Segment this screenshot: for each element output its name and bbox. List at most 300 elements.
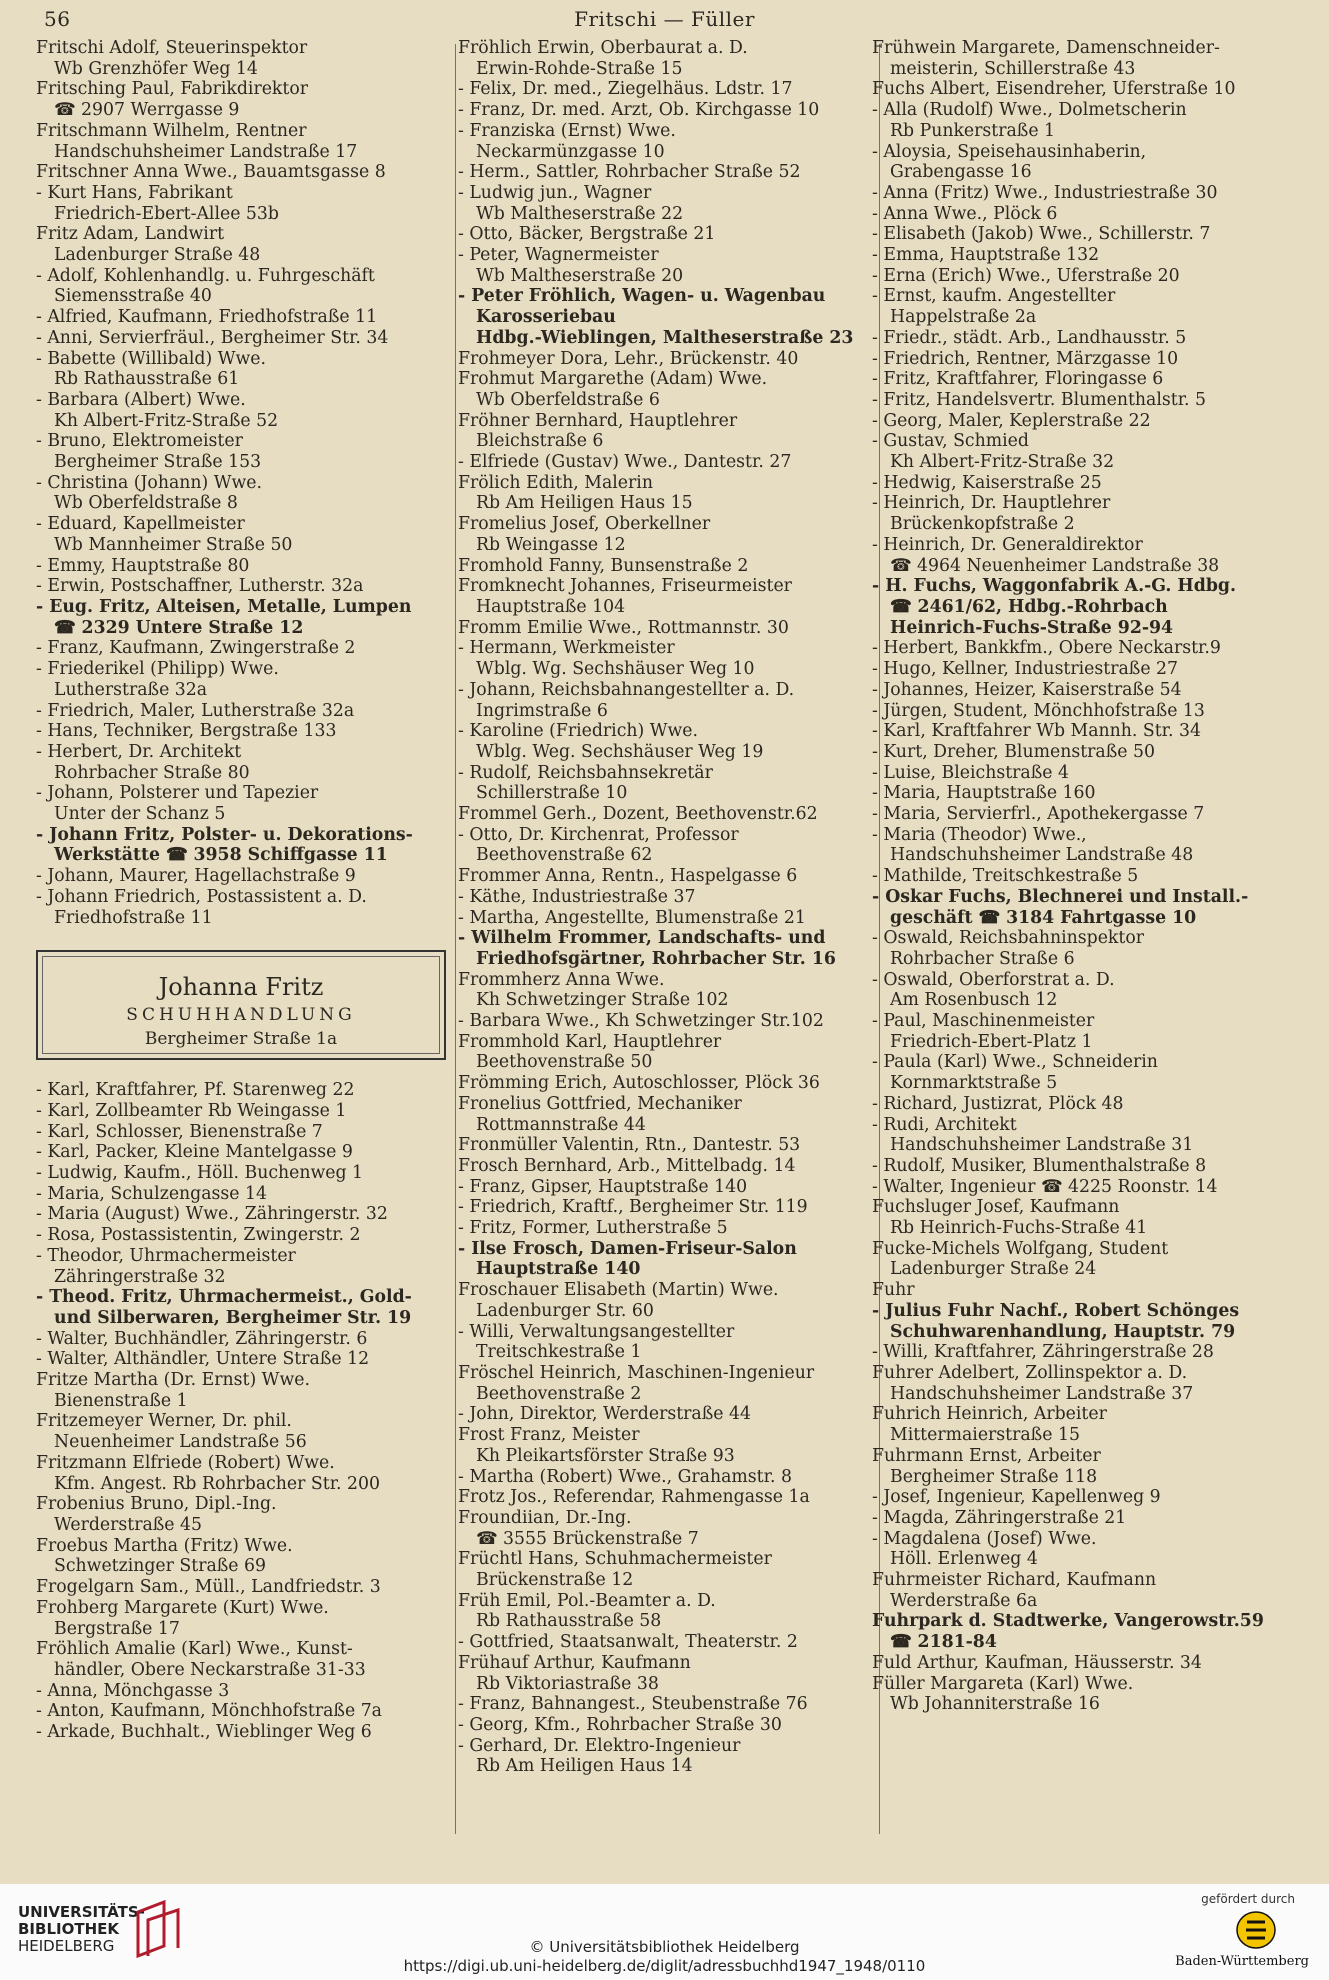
entry-name-line: - Adolf, Kohlenhandlg. u. Fuhrgeschäft [36,265,375,286]
entry-name-line: Frotz Jos., Referendar, Rahmengasse 1a [458,1487,810,1508]
entry-name-line: - Herbert, Bankkfm., Obere Neckarstr.9 [872,638,1221,659]
directory-entry [36,1681,446,1702]
entry-address-line: Zähringerstraße 32 [54,1266,226,1287]
entry-name-line: - Theodor, Uhrmachermeister [36,1245,296,1266]
directory-entry [458,1073,871,1094]
directory-entry [872,1446,1292,1487]
entry-name-line: - Heinrich, Dr. Generaldirektor [872,534,1143,555]
directory-entry [36,1225,446,1246]
entry-address-line: Bleichstraße 6 [476,431,604,452]
directory-entry [872,1052,1292,1093]
directory-entry [872,1653,1292,1674]
entry-name-line: - Rosa, Postassistentin, Zwingerstr. 2 [36,1225,361,1246]
entry-address-line: Grabengasse 16 [890,162,1032,183]
directory-entry-advert [872,1611,1292,1652]
directory-entry [36,1349,446,1370]
entry-address-line: Treitschkestraße 1 [476,1342,642,1363]
directory-entry [872,721,1292,742]
entry-name-line: - Felix, Dr. med., Ziegelhäus. Ldstr. 17 [458,79,793,100]
entry-name-line: - Georg, Kfm., Rohrbacher Straße 30 [458,1714,782,1735]
directory-entry [36,1639,446,1680]
entry-name-line: - Johann, Maurer, Hagellachstraße 9 [36,866,356,887]
directory-entry [872,473,1292,494]
entry-address-line: Rb Rathausstraße 58 [476,1611,662,1632]
entry-name-line: - Aloysia, Speisehausinhaberin, [872,141,1147,162]
entry-name-line: - Oswald, Oberforstrat a. D. [872,969,1115,990]
library-name-line: UNIVERSITÄTS- [18,1903,145,1921]
entry-name-line: - Paula (Karl) Wwe., Schneiderin [872,1052,1158,1073]
entry-address-line: ☎ 2461/62, Hdbg.-Rohrbach [890,596,1168,617]
entry-address-line: ☎ 2907 Werrgasse 9 [54,100,240,121]
entry-address-line: Siemensstraße 40 [54,286,212,307]
entry-name-line: Frommer Anna, Rentn., Haspelgasse 6 [458,866,798,887]
funder-name: Baden-Württemberg [1175,1954,1309,1969]
entry-name-line: Fromhold Fanny, Bunsenstraße 2 [458,555,749,576]
directory-entry [458,1363,871,1404]
entry-name-line: - Friedrich, Kraftf., Bergheimer Str. 119 [458,1197,808,1218]
entry-name-line: - Anna (Fritz) Wwe., Industriestraße 30 [872,182,1218,203]
directory-entry-advert [872,887,1292,928]
entry-name-line: - Walter, Althändler, Untere Straße 12 [36,1349,370,1370]
directory-entry [36,1453,446,1494]
directory-entry [458,804,871,825]
entry-name-line: - Martha, Angestellte, Blumenstraße 21 [458,907,806,928]
entry-name-line: - Karl, Zollbeamter Rb Weingasse 1 [36,1100,347,1121]
entry-name-line: - John, Direktor, Werderstraße 44 [458,1404,751,1425]
entry-name-line: Frohberg Margarete (Kurt) Wwe. [36,1597,329,1618]
entry-name-line: Frömming Erich, Autoschlosser, Plöck 36 [458,1073,820,1094]
entry-address-line: Wb Grenzhöfer Weg 14 [54,58,258,79]
entry-name-line: - Maria, Schulzengasse 14 [36,1183,267,1204]
directory-entry [36,1163,446,1184]
directory-entry [36,887,446,928]
directory-entry [872,763,1292,784]
entry-name-line: Frobenius Bruno, Dipl.-Ing. [36,1494,277,1515]
entry-address-line: händler, Obere Neckarstraße 31-33 [54,1659,366,1680]
entry-address-line: Rb Am Heiligen Haus 14 [476,1756,693,1777]
directory-entry [458,970,871,1011]
directory-entry [872,804,1292,825]
entry-name-line: - Magdalena (Josef) Wwe. [872,1528,1097,1549]
entry-address-line: Beethovenstraße 2 [476,1383,642,1404]
entry-name-line: - Alla (Rudolf) Wwe., Dolmetscherin [872,100,1187,121]
entry-name-line: Fröhlich Amalie (Karl) Wwe., Kunst- [36,1639,353,1660]
entry-name-line: - Karl, Kraftfahrer, Pf. Starenweg 22 [36,1080,355,1101]
entry-name-line: - Johannes, Heizer, Kaiserstraße 54 [872,679,1182,700]
entry-address-line: Hauptstraße 140 [476,1259,641,1280]
entry-address-line: Handschuhsheimer Landstraße 48 [890,845,1194,866]
directory-entry [36,1142,446,1163]
entry-name-line: - Friedr., städt. Arb., Landhausstr. 5 [872,327,1187,348]
entry-address-line: und Silberwaren, Bergheimer Str. 19 [54,1307,412,1328]
entry-name-line: - Maria, Servierfrl., Apothekergasse 7 [872,804,1205,825]
entry-address-line: Schillerstraße 10 [476,783,628,804]
entry-address-line: Beethovenstraße 62 [476,845,653,866]
entry-name-line: Froschauer Elisabeth (Martin) Wwe. [458,1280,779,1301]
directory-entry [872,1156,1292,1177]
library-name-line: HEIDELBERG [18,1937,115,1955]
entry-name-line: - Johann Friedrich, Postassistent a. D. [36,886,367,907]
entry-name-line: - Heinrich, Dr. Hauptlehrer [872,493,1111,514]
entry-name-line: - Herm., Sattler, Rohrbacher Straße 52 [458,162,801,183]
entry-address-line: Wb Johanniterstraße 16 [890,1694,1100,1715]
entry-address-line: Beethovenstraße 50 [476,1052,653,1073]
directory-entry [458,1218,871,1239]
entry-name-line: - Karl, Packer, Kleine Mantelgasse 9 [36,1142,353,1163]
directory-entry [458,825,871,866]
entry-name-line: - Herbert, Dr. Architekt [36,741,242,762]
directory-entry [36,514,446,555]
directory-entry [458,1404,871,1425]
entry-address-line: Lutherstraße 32a [54,679,208,700]
directory-entry [872,349,1292,370]
entry-name-line: Fuhrmeister Richard, Kaufmann [872,1570,1157,1591]
entry-address-line: Karosseriebau [476,307,616,328]
entry-name-line: - Ludwig, Kaufm., Höll. Buchenweg 1 [36,1163,364,1184]
entry-name-line: - Anton, Kaufmann, Mönchhofstraße 7a [36,1701,382,1722]
entry-name-line: Fritze Martha (Dr. Ernst) Wwe. [36,1370,310,1391]
directory-entry [458,473,871,514]
entry-address-line: Unter der Schanz 5 [54,804,226,825]
directory-entry [36,1536,446,1577]
directory-entry [458,1694,871,1715]
entry-name-line: - Richard, Justizrat, Plöck 48 [872,1093,1124,1114]
directory-entry [458,1280,871,1321]
directory-entry [36,742,446,783]
entry-name-line: Frosch Bernhard, Arb., Mittelbadg. 14 [458,1155,796,1176]
entry-name-line: Fuld Arthur, Kaufman, Häusserstr. 34 [872,1652,1202,1673]
entry-name-line: - Karl, Kraftfahrer Wb Mannh. Str. 34 [872,721,1202,742]
entry-address-line: Brückenstraße 12 [476,1570,634,1591]
entry-address-line: Handschuhsheimer Landstraße 37 [890,1383,1194,1404]
entry-address-line: Ingrimstraße 6 [476,700,608,721]
directory-entry [36,38,446,79]
directory-entry [36,1329,446,1350]
entry-name-line: - Elisabeth (Jakob) Wwe., Schillerstr. 7 [872,224,1211,245]
entry-address-line: Höll. Erlenweg 4 [890,1549,1038,1570]
directory-entry [36,79,446,120]
entry-name-line: - Barbara (Albert) Wwe. [36,389,246,410]
entry-address-line: Bienenstraße 1 [54,1390,188,1411]
entry-address-line: meisterin, Schillerstraße 43 [890,58,1136,79]
directory-entry [458,121,871,162]
directory-entry [36,1411,446,1452]
directory-entry [458,638,871,679]
entry-name-line: - Elfriede (Gustav) Wwe., Dantestr. 27 [458,452,792,473]
directory-entry [872,928,1292,969]
entry-name-line: Fritzmann Elfriede (Robert) Wwe. [36,1452,335,1473]
entry-name-line: Froebus Martha (Fritz) Wwe. [36,1535,293,1556]
entry-name-line: Frommherz Anna Wwe. [458,969,665,990]
entry-address-line: Rb Heinrich-Fuchs-Straße 41 [890,1218,1148,1239]
directory-entry [36,183,446,224]
entry-name-line: - Gottfried, Staatsanwalt, Theaterstr. 2 [458,1632,798,1653]
entry-name-line: - Alfried, Kaufmann, Friedhofstraße 11 [36,307,378,328]
entry-address-line: Am Rosenbusch 12 [890,990,1058,1011]
entry-address-line: Bergheimer Straße 153 [54,452,262,473]
entry-name-line: Fritschner Anna Wwe., Bauamtsgasse 8 [36,162,386,183]
directory-entry [36,328,446,349]
directory-entry [872,866,1292,887]
entry-name-line: - Theod. Fritz, Uhrmachermeist., Gold- [36,1287,412,1308]
entry-name-line: - Fritz, Former, Lutherstraße 5 [458,1218,728,1239]
directory-entry [36,349,446,390]
entry-name-line: - Rudolf, Musiker, Blumenthalstraße 8 [872,1155,1207,1176]
entry-address-line: Schuhwarenhandlung, Hauptstr. 79 [890,1321,1236,1342]
entry-name-line: Fritschmann Wilhelm, Rentner [36,120,307,141]
directory-entry [36,431,446,472]
entry-name-line: - Hedwig, Kaiserstraße 25 [872,472,1102,493]
directory-entry [458,411,871,452]
entry-name-line: - Hugo, Kellner, Industriestraße 27 [872,659,1179,680]
entry-address-line: Werderstraße 45 [54,1515,203,1535]
directory-entry [872,825,1292,866]
entry-name-line: - Johann, Reichsbahnangestellter a. D. [458,679,795,700]
entry-name-line: - Christina (Johann) Wwe. [36,472,263,493]
directory-entry [458,1197,871,1218]
entry-address-line: ☎ 3555 Brückenstraße 7 [476,1528,699,1549]
directory-entry [458,224,871,245]
entry-address-line: Kh Schwetzinger Straße 102 [476,990,729,1011]
entry-address-line: Rb Punkerstraße 1 [890,120,1056,141]
directory-entry [36,556,446,577]
directory-entry-advert [872,576,1292,638]
entry-address-line: Wblg. Wg. Sechshäuser Weg 10 [476,659,755,680]
directory-entry [872,369,1292,390]
entry-address-line: Friedrich-Ebert-Platz 1 [890,1031,1093,1052]
directory-entry [36,121,446,162]
directory-entry [872,680,1292,701]
directory-entry [458,763,871,804]
entry-address-line: Mittermaierstraße 15 [890,1425,1080,1446]
entry-name-line: - Gerhard, Dr. Elektro-Ingenieur [458,1735,741,1756]
directory-entry [458,1032,871,1073]
entry-name-line: - Julius Fuhr Nachf., Robert Schönges [872,1300,1240,1321]
entry-name-line: Fuchsluger Josef, Kaufmann [872,1197,1120,1218]
directory-entry [36,307,446,328]
directory-entry [36,1122,446,1143]
directory-entry [458,1011,871,1032]
entry-address-line: Neuenheimer Landstraße 56 [54,1432,307,1453]
directory-entry [458,721,871,762]
entry-name-line: - Oskar Fuchs, Blechnerei und Install.- [872,886,1249,907]
entry-name-line: Frost Franz, Meister [458,1425,640,1446]
entry-name-line: - Anna Wwe., Plöck 6 [872,203,1058,224]
entry-name-line: - Friedrich, Maler, Lutherstraße 32a [36,700,355,721]
entry-name-line: Fuchs Albert, Eisendreher, Uferstraße 10 [872,79,1236,100]
entry-name-line: - Johann, Polsterer und Tapezier [36,783,319,804]
entry-name-line: - Otto, Bäcker, Bergstraße 21 [458,224,716,245]
entry-name-line: - Willi, Verwaltungsangestellter [458,1321,735,1342]
entry-name-line: - Kurt Hans, Fabrikant [36,182,233,203]
entry-name-line: - Barbara Wwe., Kh Schwetzinger Str.102 [458,1011,824,1032]
entry-name-line: Fuhrmann Ernst, Arbeiter [872,1445,1101,1466]
directory-entry [458,866,871,887]
directory-entry [458,162,871,183]
directory-entry [458,618,871,639]
entry-name-line: Frohmeyer Dora, Lehr., Brückenstr. 40 [458,348,799,369]
entry-name-line: - Arkade, Buchhalt., Wieblinger Weg 6 [36,1722,372,1743]
entry-address-line: Wb Oberfeldstraße 8 [54,493,238,514]
entry-name-line: - Peter Fröhlich, Wagen- u. Wagenbau [458,286,826,307]
directory-entry [36,1184,446,1205]
entry-address-line: Kh Pleikartsförster Straße 93 [476,1445,735,1466]
directory-entry [458,183,871,224]
copyright-line: © Universitätsbibliothek Heidelberg [529,1938,800,1956]
entry-name-line: - Hans, Techniker, Bergstraße 133 [36,721,337,742]
entry-name-line: Frommhold Karl, Hauptlehrer [458,1031,722,1052]
directory-entry [458,38,871,79]
entry-address-line: Bergheimer Straße 118 [890,1466,1098,1487]
entry-name-line: Fritzemeyer Werner, Dr. phil. [36,1411,292,1432]
directory-entry [872,1177,1292,1198]
directory-entry [36,1246,446,1287]
entry-name-line: - Franziska (Ernst) Wwe. [458,120,676,141]
entry-address-line: Friedhofsgärtner, Rohrbacher Str. 16 [476,948,836,969]
directory-entry [872,224,1292,245]
directory-entry [458,100,871,121]
entry-name-line: Frogelgarn Sam., Müll., Landfriedstr. 3 [36,1577,381,1598]
directory-entry [458,79,871,100]
entry-name-line: - Franz, Kaufmann, Zwingerstraße 2 [36,638,356,659]
entry-name-line: - Karl, Schlosser, Bienenstraße 7 [36,1121,323,1142]
directory-entry [872,266,1292,287]
entry-name-line: - Martha (Robert) Wwe., Grahamstr. 8 [458,1466,792,1487]
entry-address-line: Kfm. Angest. Rb Rohrbacher Str. 200 [54,1473,381,1494]
directory-entry [458,680,871,721]
directory-entry-advert [458,286,871,348]
entry-address-line: Hauptstraße 104 [476,596,626,617]
entry-name-line: - Franz, Dr. med. Arzt, Ob. Kirchgasse 10 [458,100,820,121]
directory-entry [872,431,1292,472]
entry-name-line: Fröhner Bernhard, Hauptlehrer [458,410,738,431]
directory-entry-advert [872,1301,1292,1342]
source-url[interactable]: https://digi.ub.uni-heidelberg.de/diglit/adressbuchhd1947_1948/0110 [403,1957,926,1975]
directory-entry [872,1197,1292,1238]
entry-address-line: Rottmannstraße 44 [476,1114,646,1135]
directory-entry [872,783,1292,804]
entry-name-line: - Hermann, Werkmeister [458,638,675,659]
directory-entry [872,970,1292,1011]
entry-address-line: Wb Oberfeldstraße 6 [476,389,660,410]
entry-address-line: Ladenburger Str. 60 [476,1300,654,1321]
directory-entry [872,1280,1292,1301]
directory-entry [36,473,446,514]
directory-entry [36,162,446,183]
entry-name-line: Frommel Gerh., Dozent, Beethovenstr.62 [458,804,818,825]
entry-address-line: Erwin-Rohde-Straße 15 [476,58,683,79]
directory-entry [872,390,1292,411]
directory-entry [36,1577,446,1598]
entry-name-line: - Käthe, Industriestraße 37 [458,886,696,907]
entry-name-line: Fröhlich Erwin, Oberbaurat a. D. [458,38,748,58]
directory-entry [36,1494,446,1535]
directory-entry [36,1204,446,1225]
entry-name-line: Fritschi Adolf, Steuerinspektor [36,38,308,58]
directory-entry [458,514,871,555]
entry-name-line: - Magda, Zähringerstraße 21 [872,1507,1127,1528]
directory-entry [458,1156,871,1177]
directory-entry [872,142,1292,183]
entry-name-line: - Peter, Wagnermeister [458,245,659,266]
entry-name-line: - Ilse Frosch, Damen-Friseur-Salon [458,1238,797,1259]
directory-entry [458,1653,871,1694]
entry-address-line: Wb Mannheimer Straße 50 [54,534,293,555]
directory-entry [458,887,871,908]
entry-name-line: Früchtl Hans, Schuhmachermeister [458,1549,772,1570]
directory-entry [872,1342,1292,1363]
entry-name-line: - Friederikel (Philipp) Wwe. [36,659,279,680]
entry-name-line: Fröschel Heinrich, Maschinen-Ingenieur [458,1363,815,1383]
entry-name-line: - Anna, Mönchgasse 3 [36,1680,230,1701]
directory-entry [872,245,1292,266]
directory-entry [36,1722,446,1743]
advertisement-trade: SCHUHHANDLUNG [126,1005,356,1026]
directory-entry [36,783,446,824]
entry-name-line: - Johann Fritz, Polster- u. Dekorations- [36,824,413,845]
directory-entry-advert [36,825,446,866]
entry-name-line: - Oswald, Reichsbahninspektor [872,928,1145,949]
entry-name-line: Fuhrer Adelbert, Zollinspektor a. D. [872,1363,1188,1383]
directory-entry-advert [458,1239,871,1280]
entry-name-line: - Walter, Buchhändler, Zähringerstr. 6 [36,1328,368,1349]
directory-entry [458,1425,871,1466]
entry-name-line: Fronelius Gottfried, Mechaniker [458,1093,742,1114]
entry-address-line: Wb Maltheserstraße 22 [476,203,684,224]
entry-name-line: - Erwin, Postschaffner, Lutherstr. 32a [36,576,364,597]
entry-name-line: - Ludwig jun., Wagner [458,182,652,203]
entry-address-line: Hdbg.-Wieblingen, Maltheserstraße 23 [476,327,854,348]
directory-entry [872,535,1292,576]
directory-entry-advert [36,1287,446,1328]
advertisement-box [36,950,446,1060]
entry-address-line: Friedrich-Ebert-Allee 53b [54,203,279,224]
directory-entry [872,1508,1292,1529]
directory-entry [872,1239,1292,1280]
directory-entry [458,1487,871,1508]
library-footer [0,1884,1329,1980]
directory-entry-advert [458,928,871,969]
directory-entry [458,1632,871,1653]
entry-name-line: Fuhrich Heinrich, Arbeiter [872,1404,1107,1425]
directory-entry [872,659,1292,680]
entry-name-line: - Erna (Erich) Wwe., Uferstraße 20 [872,265,1180,286]
entry-name-line: - Wilhelm Frommer, Landschafts- und [458,928,826,949]
entry-name-line: - Bruno, Elektromeister [36,431,243,452]
entry-name-line: - Kurt, Dreher, Blumenstraße 50 [872,741,1155,762]
entry-name-line: Fromm Emilie Wwe., Rottmannstr. 30 [458,617,789,638]
directory-entry [458,245,871,286]
entry-address-line: Handschuhsheimer Landstraße 31 [890,1135,1194,1156]
directory-entry [36,721,446,742]
entry-name-line: - Gustav, Schmied [872,431,1029,452]
directory-entry [872,638,1292,659]
column-3 [872,38,1292,1715]
directory-entry [872,1529,1292,1570]
directory-entry [36,1370,446,1411]
entry-name-line: - Babette (Willibald) Wwe. [36,348,267,369]
entry-address-line: Rb Am Heiligen Haus 15 [476,493,693,514]
directory-entry [872,1404,1292,1445]
directory-entry [36,266,446,307]
directory-entry [872,493,1292,534]
column-1 [36,38,446,1743]
directory-entry-advert [36,597,446,638]
entry-address-line: Rohrbacher Straße 80 [54,762,250,783]
entry-name-line: Fritsching Paul, Fabrikdirektor [36,79,309,100]
entry-address-line: geschäft ☎ 3184 Fahrtgasse 10 [890,907,1197,928]
entry-name-line: - Karoline (Friedrich) Wwe. [458,721,699,742]
